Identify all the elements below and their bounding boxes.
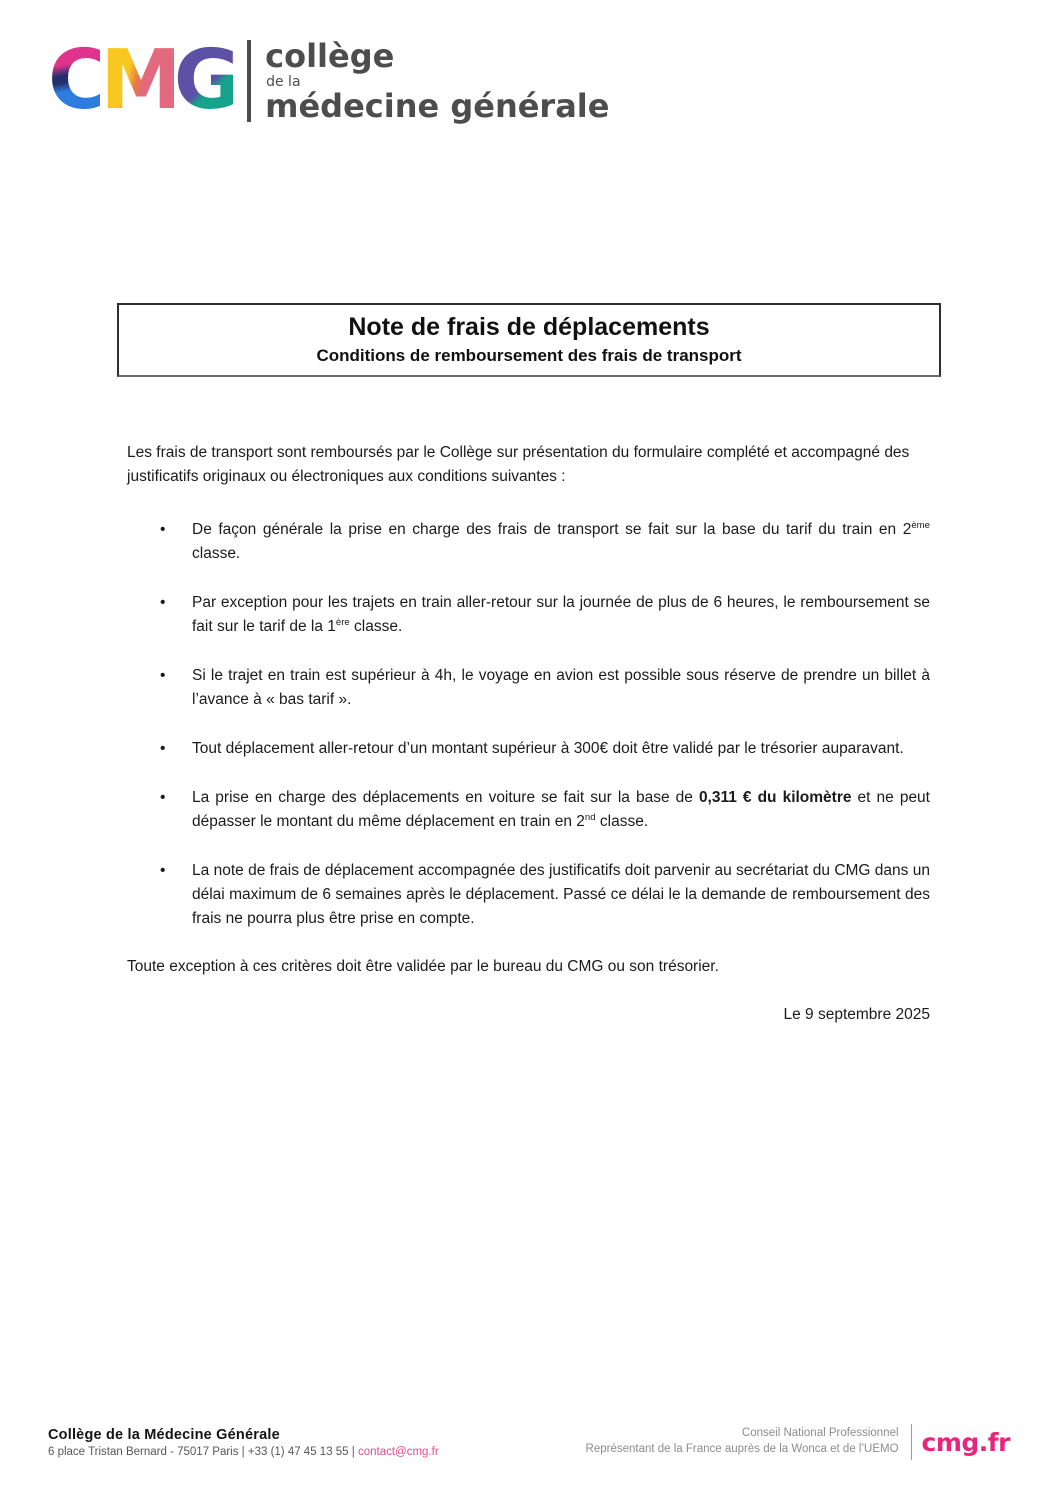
footer-cnp-block: [586, 1424, 1010, 1460]
closing-paragraph: Toute exception à ces critères doit être validée par le bureau du CMG ou son trésorier.: [127, 958, 719, 976]
list-item: • La note de frais de déplacement accompagnée des justificatifs doit parvenir au secrétariat du CMG dans un délai maximum de 6 semaines après le déplacement. Passé ce délai le la demande de remboursement des frais ne pourra plus être prise en compte.: [127, 859, 930, 931]
list-item: • La prise en charge des déplacements en voiture se fait sur la base de 0,311 € du kilomètre et ne peut dépasser le montant du même déplacement en train en 2nd classe.: [127, 786, 930, 834]
logo-text-line2: de la: [266, 74, 301, 90]
document-content: [117, 303, 941, 1027]
footer-address-text: 6 place Tristan Bernard - 75017 Paris | +33 (1) 47 45 13 55 |: [48, 1445, 358, 1458]
logo-text-line3: médecine générale: [265, 87, 610, 125]
conditions-list: [127, 518, 930, 931]
footer-cnp-line1: Conseil National Professionnel: [741, 1427, 899, 1440]
footer-org-address: [48, 1446, 439, 1458]
list-item: • Si le trajet en train est supérieur à 4h, le voyage en avion est possible sous réserve de prendre un billet à l’avance à « bas tarif ».: [127, 664, 930, 712]
footer-cnp-text: [586, 1426, 899, 1457]
page-footer: [48, 1424, 1010, 1460]
list-item: • Tout déplacement aller-retour d’un montant supérieur à 300€ doit être validé par le trésorier auparavant.: [127, 737, 930, 761]
title-box: [117, 303, 941, 377]
page-subtitle: Conditions de remboursement des frais de transport: [316, 346, 742, 365]
logo-letter-c: C: [48, 33, 101, 128]
intro-paragraph: Les frais de transport sont remboursés par le Collège sur présentation du formulaire complété et accompagné des justificatifs originaux ou électroniques aux conditions suivantes :: [127, 444, 910, 486]
date-line: Le 9 septembre 2025: [783, 1006, 930, 1024]
logo-divider: [247, 40, 251, 122]
logo-wordmark: [265, 37, 610, 125]
page-title: Note de frais de déplacements: [348, 313, 710, 341]
list-item: • Par exception pour les trajets en train aller-retour sur la journée de plus de 6 heures, le remboursement se fait sur le tarif de la 1ère classe.: [127, 591, 930, 639]
footer-divider: [911, 1424, 912, 1460]
logo-letter-g: G: [173, 33, 234, 128]
footer-cnp-line2: Représentant de la France auprès de la Wonca et de l’UEMO: [585, 1443, 899, 1455]
list-item: • De façon générale la prise en charge des frais de transport se fait sur la base du tarif du train en 2ème classe.: [127, 518, 930, 566]
logo-letter-m: M: [100, 33, 174, 128]
logo-text-line1: collège: [265, 37, 395, 75]
cmg-logo-icon: [48, 33, 247, 128]
footer-org-name: Collège de la Médecine Générale: [48, 1426, 280, 1443]
header-logo: [48, 33, 610, 128]
footer-email-link[interactable]: contact@cmg.fr: [357, 1445, 439, 1458]
footer-org-block: [48, 1427, 439, 1458]
footer-site-link[interactable]: cmg.fr: [921, 1427, 1010, 1457]
